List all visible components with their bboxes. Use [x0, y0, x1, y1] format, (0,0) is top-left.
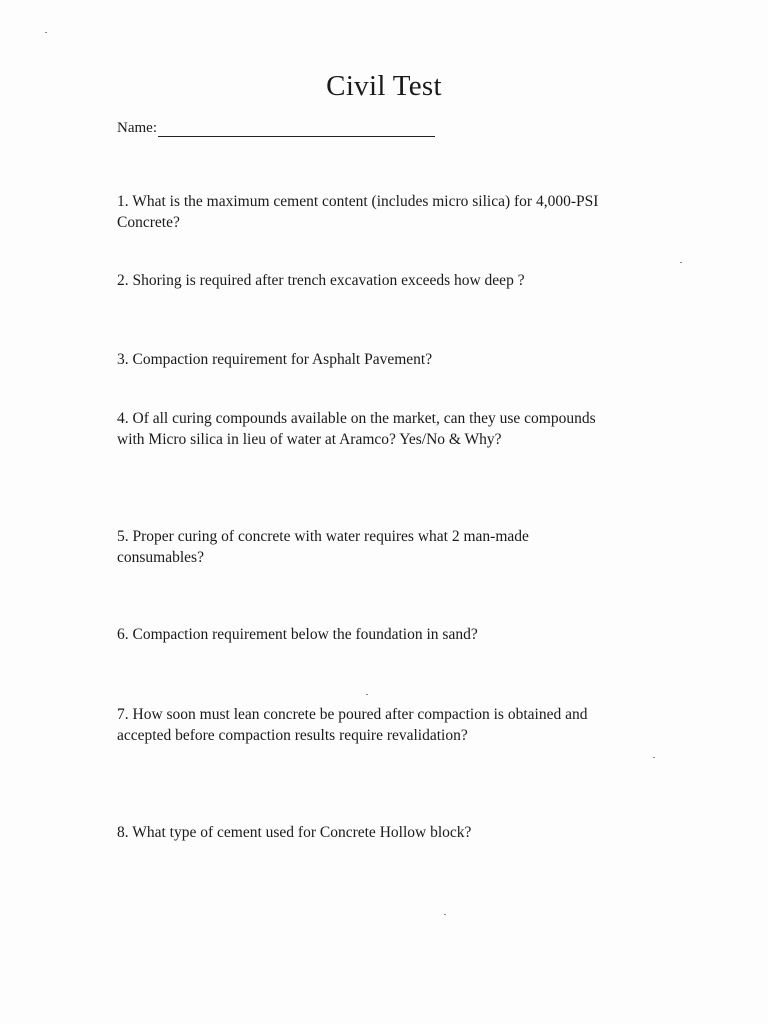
question-1-line-1: 1. What is the maximum cement content (includes micro silica) for 4,000-PSI: [117, 193, 599, 210]
question-5: [117, 526, 697, 568]
question-4-line-1: 4. Of all curing compounds available on the market, can they use compounds: [117, 410, 596, 427]
question-5-line-2: consumables?: [117, 549, 204, 566]
question-6: [117, 624, 697, 645]
question-4: [117, 408, 697, 450]
question-6-line-1: 6. Compaction requirement below the foundation in sand?: [117, 626, 478, 643]
question-3-line-1: 3. Compaction requirement for Asphalt Pavement?: [117, 351, 433, 368]
scan-speck: [653, 757, 655, 758]
scan-speck: [366, 694, 368, 695]
scan-speck: [444, 914, 446, 915]
page-title: Civil Test: [326, 70, 442, 102]
question-7: [117, 704, 697, 746]
scan-speck: [45, 32, 47, 33]
question-7-line-2: accepted before compaction results require revalidation?: [117, 727, 468, 744]
name-label: Name:: [117, 120, 157, 136]
name-blank-line: [158, 122, 435, 137]
question-2-line-1: 2. Shoring is required after trench excavation exceeds how deep ?: [117, 272, 525, 289]
name-field: [117, 120, 435, 137]
question-7-line-1: 7. How soon must lean concrete be poured after compaction is obtained and: [117, 706, 588, 723]
question-1: [117, 191, 697, 233]
question-3: [117, 349, 697, 370]
question-2: [117, 270, 697, 291]
question-5-line-1: 5. Proper curing of concrete with water requires what 2 man-made: [117, 528, 529, 545]
question-8-line-1: 8. What type of cement used for Concrete Hollow block?: [117, 824, 472, 841]
question-1-line-2: Concrete?: [117, 214, 180, 231]
scan-speck: [680, 262, 682, 263]
question-4-line-2: with Micro silica in lieu of water at Aramco? Yes/No & Why?: [117, 431, 502, 448]
question-8: [117, 822, 697, 843]
